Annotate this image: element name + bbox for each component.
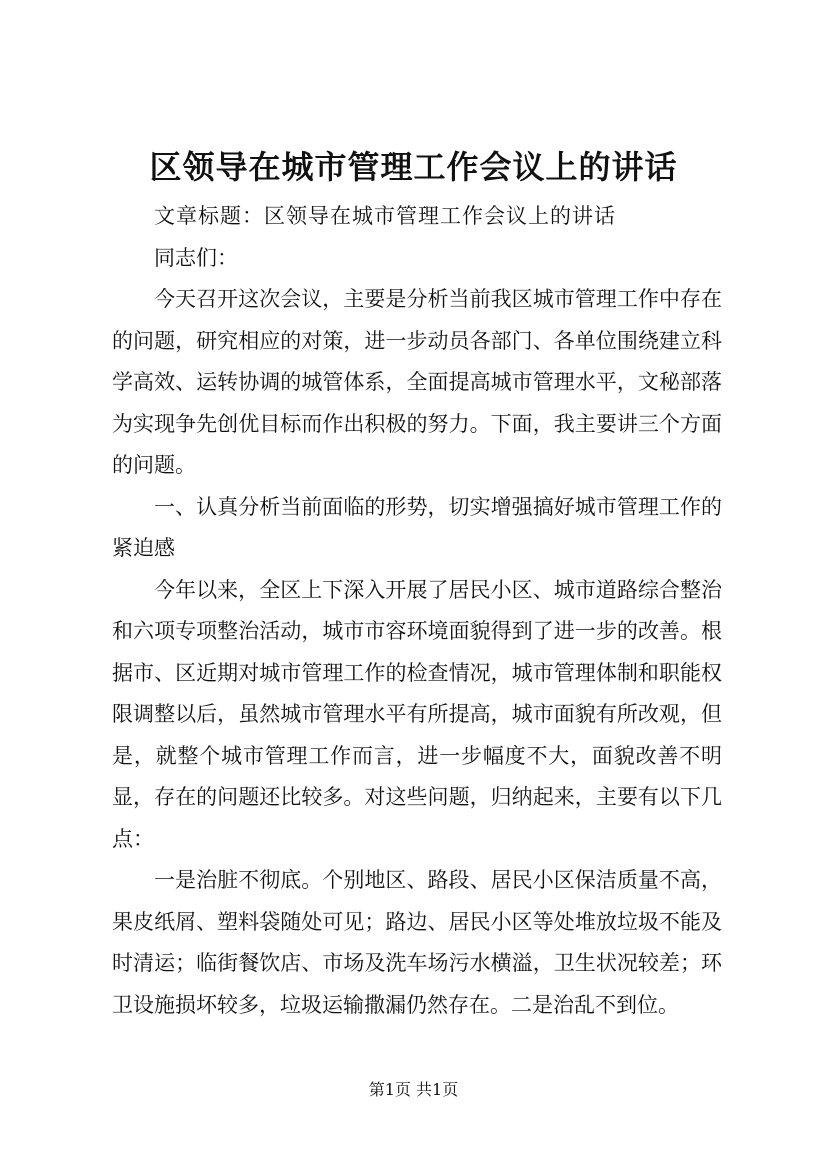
paragraph-intro: 今天召开这次会议，主要是分析当前我区城市管理工作中存在的问题，研究相应的对策，进一步动员各部门、各单位围绕建立科学高效、运转协调的城管体系，全面提高城市管理水平，文秘部落为实现争先创优目标而作出积极的努力。下面，我主要讲三个方面的问题。 [112, 287, 722, 477]
salutation: 同志们： [154, 245, 238, 270]
article-title-line: 文章标题：区领导在城市管理工作会议上的讲话 [154, 204, 616, 228]
document-body [112, 196, 722, 1026]
paragraph-situation: 今年以来，全区上下深入开展了居民小区、城市道路综合整治和六项专项整治活动，城市市容环境面貌得到了进一步的改善。根据市、区近期对城市管理工作的检查情况，城市管理体制和职能权限调整以后，虽然城市管理水平有所提高，城市面貌有所改观，但是，就整个城市管理工作而言，进一步幅度不大，面貌改善不明显，存在的问题还比较多。对这些问题，归纳起来，主要有以下几点： [112, 577, 722, 851]
paragraph-problems: 一是治脏不彻底。个别地区、路段、居民小区保洁质量不高，果皮纸屑、塑料袋随处可见；路边、居民小区等处堆放垃圾不能及时清运；临街餐饮店、市场及洗车场污水横溢，卫生状况较差；环卫设施损坏较多，垃圾运输撒漏仍然存在。二是治乱不到位。 [112, 868, 722, 1017]
page-footer: 第1页 共1页 [368, 1080, 459, 1099]
document-title: 区领导在城市管理工作会议上的讲话 [149, 148, 678, 186]
section-heading-1: 一、认真分析当前面临的形势，切实增强搞好城市管理工作的紧迫感 [112, 494, 722, 560]
